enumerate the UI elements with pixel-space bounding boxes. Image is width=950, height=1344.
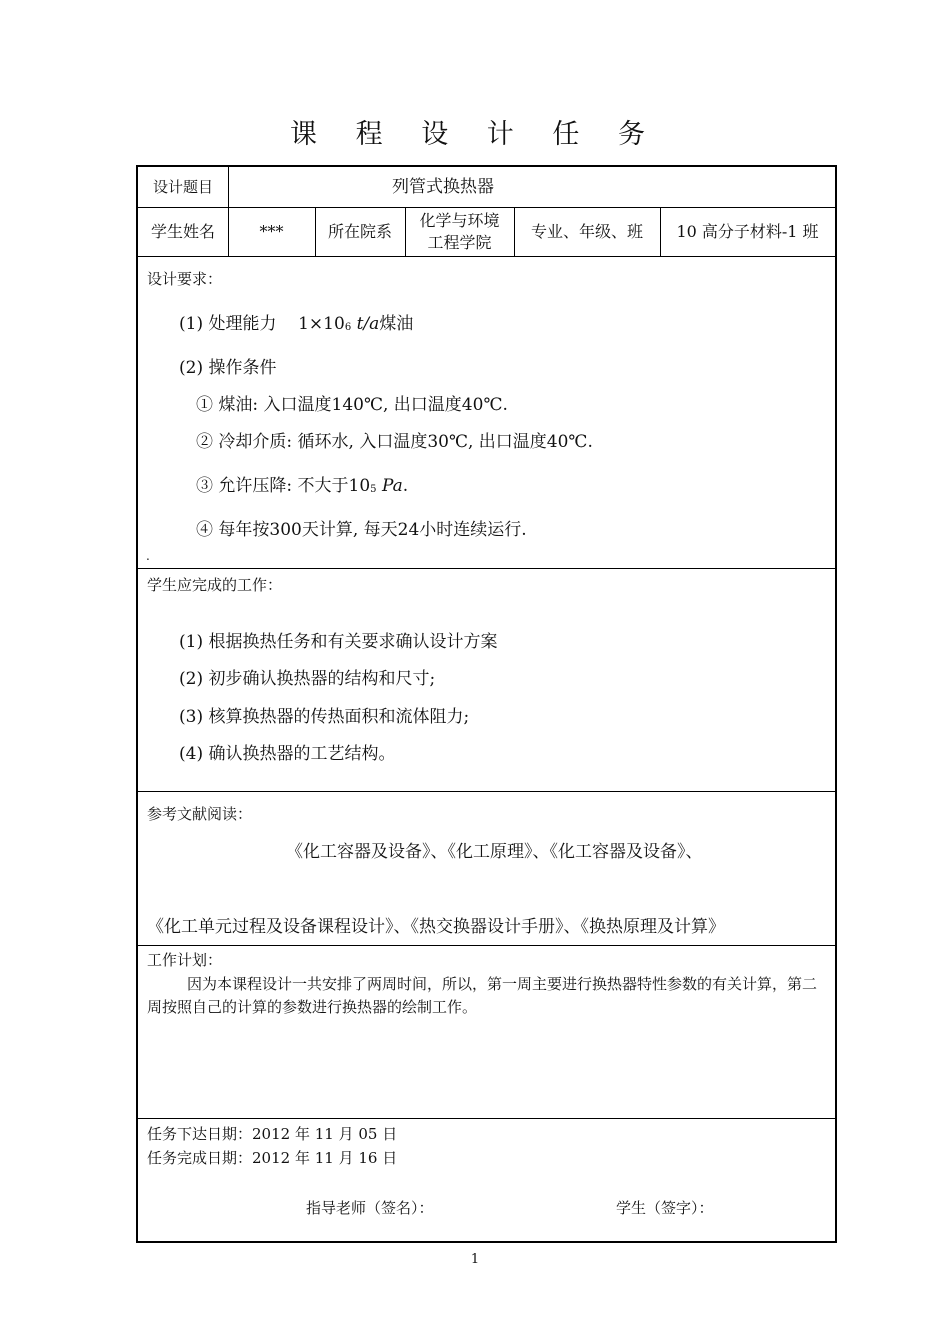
exponent: 5 [370,484,377,495]
requirement-subitem: ② 冷却介质: 循环水, 入口温度30℃, 出口温度40℃. [196,432,593,452]
task-form-table [136,165,837,1243]
department-value-line: 化学与环境 [419,210,500,230]
row-divider [138,256,835,257]
page-number: 1 [470,1252,480,1267]
row-divider [138,791,835,792]
requirement-text: (1) 处理能力 [179,314,277,334]
requirement-text: 1×10 [298,314,345,334]
requirement-text: 煤油 [379,314,414,334]
major-label: 专业、年级、班 [530,221,643,241]
issue-date: 任务下达日期：2012 年 11 月 05 日 [147,1125,398,1143]
requirement-subitem: ④ 每年按300天计算, 每天24小时连续运行. [196,520,527,540]
student-signature-label: 学生（签字）： [616,1199,714,1217]
stray-dot: . [146,549,150,563]
requirements-heading: 设计要求： [147,270,223,288]
task-item: (3) 核算换热器的传热面积和流体阻力; [179,707,470,727]
row-divider [138,945,835,946]
requirement-subitem [196,471,408,496]
requirement-text: ③ 允许压降: 不大于10 [196,476,371,496]
exponent: 6 [344,322,352,333]
unit: t/a [356,314,380,334]
row-divider [138,568,835,569]
completion-date: 任务完成日期：2012 年 11 月 16 日 [147,1149,398,1167]
document-title: 课 程 设 计 任 务 [290,119,660,150]
department-value [405,207,514,256]
task-item: (1) 根据换热任务和有关要求确认设计方案 [179,632,498,652]
department-label: 所在院系 [327,221,392,241]
major-value: 10 高分子材料-1 班 [676,221,819,241]
row-divider [138,1118,835,1119]
requirement-text: . [402,476,409,496]
reference-line: 《化工容器及设备》、《化工原理》、《化工容器及设备》、 [286,842,703,862]
department-value-line: 工程学院 [427,232,492,252]
plan-body: 因为本课程设计一共安排了两周时间，所以，第一周主要进行换热器特性参数的有关计算，第二周按照自己的计算的参数进行换热器的绘制工作。 [147,975,818,1016]
student-name-value: *** [259,221,284,241]
requirement-subitem: ① 煤油: 入口温度140℃, 出口温度40℃. [196,395,508,415]
unit: Pa [381,476,403,496]
student-name-label: 学生姓名 [150,221,215,241]
requirement-item [179,309,413,334]
references-heading: 参考文献阅读： [147,805,253,823]
topic-value: 列管式换热器 [392,177,494,197]
plan-heading: 工作计划： [147,951,223,969]
requirement-item: (2) 操作条件 [179,358,277,378]
advisor-signature-label: 指导老师（签名）： [306,1199,434,1217]
reference-line: 《化工单元过程及设备课程设计》、《热交换器设计手册》、《换热原理及计算》 [147,917,725,937]
task-item: (2) 初步确认换热器的结构和尺寸; [179,669,436,689]
task-item: (4) 确认换热器的工艺结构。 [179,744,396,764]
tasks-heading: 学生应完成的工作： [147,576,283,594]
topic-label: 设计题目 [152,178,213,196]
